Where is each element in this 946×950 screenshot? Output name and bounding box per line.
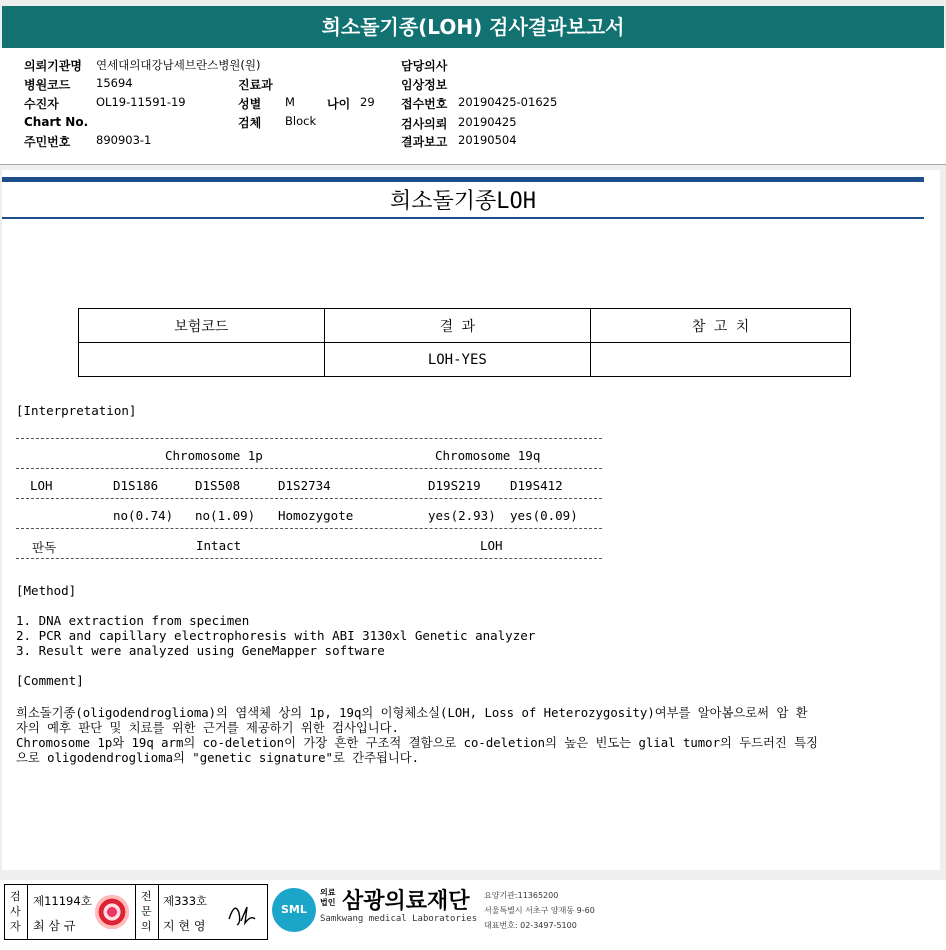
org-code: 요양기관:11365200	[484, 891, 559, 900]
call-label: 판독	[32, 540, 57, 555]
dash-line	[16, 498, 602, 499]
comment-line: Chromosome 1p와 19q arm의 co-deletion이 가장 흔한 구조적 결함으로 co-deletion의 높은 빈도는 glial tumor의 두드러진 특징	[16, 736, 818, 750]
method-line: 3. Result were analyzed using GeneMapper software	[16, 643, 385, 658]
value-d1s2734: Homozygote	[278, 508, 354, 523]
cell-insurance-code	[79, 343, 325, 377]
logo-text: SML	[281, 903, 307, 916]
specialist-label: 전문의	[141, 890, 152, 933]
org-name: 삼광의료재단	[342, 889, 470, 914]
method-heading: [Method]	[16, 583, 77, 598]
specimen-value: Block	[285, 114, 317, 128]
chr19q-label: Chromosome 19q	[435, 448, 541, 463]
report-date-value: 20190504	[458, 133, 517, 147]
signature-box	[4, 884, 268, 940]
section-title: 희소돌기종LOH	[390, 189, 536, 214]
comment-line: 희소돌기종(oligodendroglioma)의 염색체 상의 1p, 19q의 이형체소실(LOH, Loss of Heterozygosity)여부를 알아봄으로써 암 환	[16, 706, 808, 720]
request-label: 검사의뢰	[401, 117, 448, 131]
org-prefix: 의료법인	[320, 888, 336, 907]
marker-d1s186: D1S186	[113, 478, 159, 493]
comment-line: 자의 예후 판단 및 치료를 위한 근거를 제공하기 위한 검사입니다.	[16, 721, 399, 735]
org-address: 서울특별시 서초구 양재동 9-60	[484, 906, 595, 915]
method-line: 1. DNA extraction from specimen	[16, 613, 250, 628]
loh-label: LOH	[30, 478, 53, 493]
dash-line	[16, 468, 602, 469]
marker-d19s412: D19S412	[510, 478, 563, 493]
examiner-number: 제11194호	[33, 894, 92, 908]
institution-value: 연세대의대강남세브란스병원(원)	[96, 58, 261, 72]
dept-label: 진료과	[238, 78, 273, 92]
header-result: 결 과	[324, 309, 591, 343]
receipt-value: 20190425-01625	[458, 95, 558, 109]
value-d1s186: no(0.74)	[113, 508, 174, 523]
hospital-code-value: 15694	[96, 76, 133, 90]
sml-logo-icon	[272, 888, 316, 932]
interpretation-heading: [Interpretation]	[16, 403, 137, 418]
clinical-label: 임상정보	[401, 78, 448, 92]
dash-line	[16, 558, 602, 559]
report-date-label: 결과보고	[401, 135, 448, 149]
org-phone: 대표번호: 02-3497-5100	[484, 921, 577, 930]
patient-label: 수진자	[24, 97, 59, 111]
report-body	[2, 170, 940, 870]
cell-result: LOH-YES	[324, 343, 591, 377]
id-value: 890903-1	[96, 133, 152, 147]
cell-reference	[591, 343, 851, 377]
marker-d1s2734: D1S2734	[278, 478, 331, 493]
examiner-name: 최 삼 규	[33, 919, 76, 933]
institution-label: 의뢰기관명	[24, 59, 82, 73]
call-chr1p: Intact	[196, 538, 242, 553]
sex-label: 성별	[238, 97, 262, 111]
footer	[0, 880, 946, 950]
dash-line	[16, 528, 602, 529]
marker-d1s508: D1S508	[195, 478, 241, 493]
chart-label: Chart No.	[24, 115, 89, 129]
doctor-label: 담당의사	[401, 59, 448, 73]
id-label: 주민번호	[24, 135, 71, 149]
comment-heading: [Comment]	[16, 673, 84, 688]
divider-top	[2, 177, 924, 182]
seal-icon	[95, 895, 129, 929]
specialist-number: 제333호	[163, 894, 208, 908]
specimen-label: 검체	[238, 116, 262, 130]
receipt-label: 접수번호	[401, 97, 448, 111]
header-reference: 참 고 치	[591, 309, 851, 343]
hospital-code-label: 병원코드	[24, 78, 71, 92]
signature-icon	[225, 899, 259, 929]
request-value: 20190425	[458, 115, 517, 129]
sex-value: M	[285, 95, 295, 109]
report-title: 희소돌기종(LOH) 검사결과보고서	[2, 6, 944, 48]
comment-line: 으로 oligodendroglioma의 "genetic signature"로 간주됩니다.	[16, 751, 420, 765]
header-insurance-code: 보험코드	[79, 309, 325, 343]
result-table	[78, 308, 851, 377]
value-d19s219: yes(2.93)	[428, 508, 496, 523]
marker-d19s219: D19S219	[428, 478, 481, 493]
age-label: 나이	[327, 97, 351, 111]
patient-value: OL19-11591-19	[96, 95, 186, 109]
method-line: 2. PCR and capillary electrophoresis with ABI 3130xl Genetic analyzer	[16, 628, 536, 643]
specialist-name: 지 현 영	[163, 919, 206, 933]
examiner-label: 검사자	[10, 890, 21, 933]
org-english: Samkwang medical Laboratories	[320, 914, 478, 924]
dash-line	[16, 438, 602, 439]
age-value: 29	[360, 95, 375, 109]
divider-bottom	[2, 217, 924, 219]
chr1p-label: Chromosome 1p	[165, 448, 263, 463]
value-d19s412: yes(0.09)	[510, 508, 578, 523]
value-d1s508: no(1.09)	[195, 508, 256, 523]
header-info	[0, 48, 946, 165]
call-chr19q: LOH	[480, 538, 503, 553]
